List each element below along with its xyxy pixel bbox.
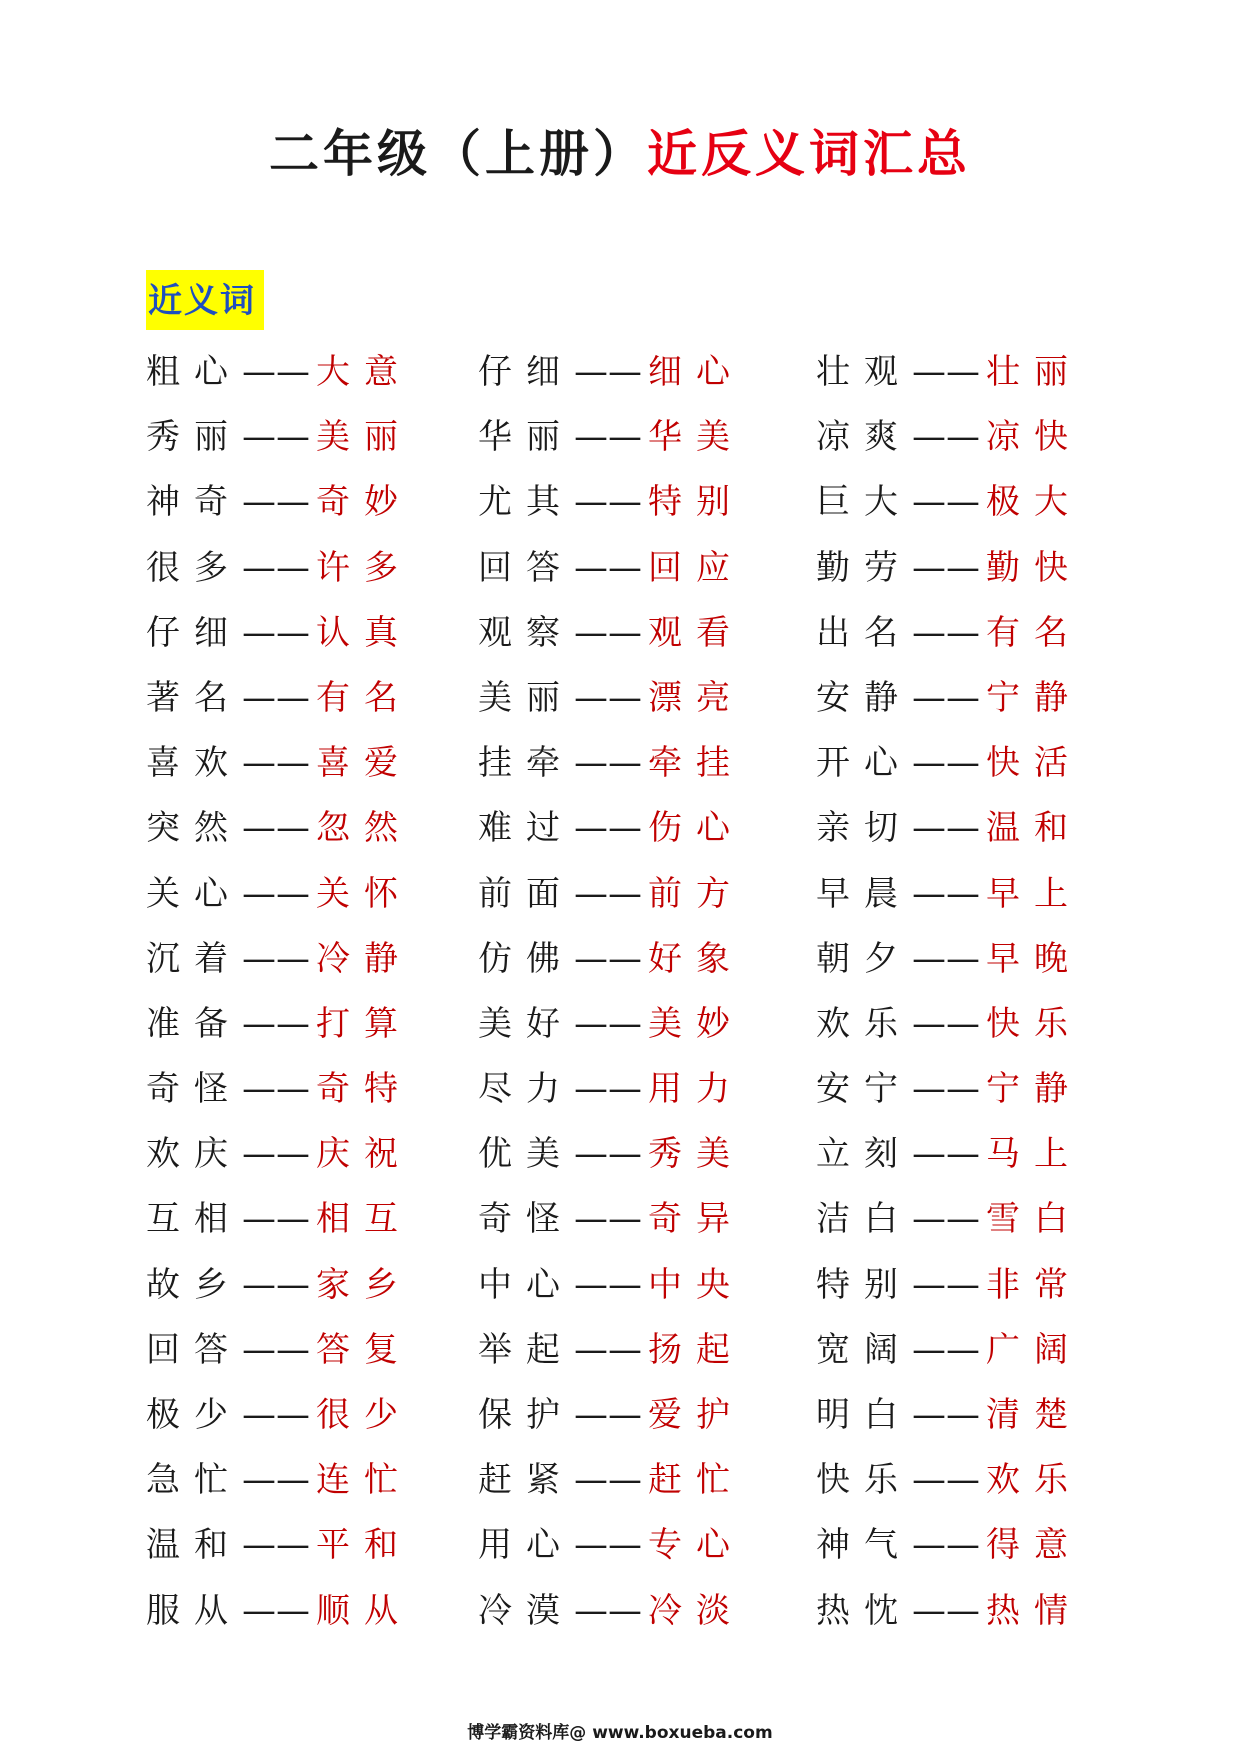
synonym-pair xyxy=(146,1318,412,1383)
word: 欢乐 xyxy=(816,1003,912,1044)
synonym-pair xyxy=(478,1579,744,1644)
synonym-pair xyxy=(478,1383,744,1448)
synonym-row xyxy=(0,1253,1240,1318)
dash-separator: —— xyxy=(574,417,642,458)
dash-separator: —— xyxy=(912,417,980,458)
word: 关心 xyxy=(146,873,242,914)
synonym-word: 很少 xyxy=(316,1395,412,1435)
synonym-word: 专心 xyxy=(648,1525,744,1566)
word: 优美 xyxy=(478,1134,574,1175)
synonym-word: 牵挂 xyxy=(648,743,744,784)
word: 仿佛 xyxy=(478,938,574,979)
dash-separator: —— xyxy=(912,1199,980,1240)
dash-separator: —— xyxy=(574,677,642,718)
synonym-row xyxy=(0,1187,1240,1252)
synonym-word: 答复 xyxy=(316,1329,412,1370)
dash-separator: —— xyxy=(912,1395,980,1435)
synonym-pair xyxy=(146,536,412,601)
synonym-word: 许多 xyxy=(316,547,412,588)
synonym-word: 早上 xyxy=(986,873,1082,914)
word: 热忱 xyxy=(816,1590,912,1631)
synonym-row xyxy=(0,1057,1240,1122)
dash-separator: —— xyxy=(574,1395,642,1435)
dash-separator: —— xyxy=(912,1003,980,1044)
synonym-word: 美丽 xyxy=(316,417,412,458)
synonym-row xyxy=(0,992,1240,1057)
dash-separator: —— xyxy=(912,1264,980,1305)
word: 早晨 xyxy=(816,873,912,914)
synonym-pair xyxy=(478,1187,744,1252)
dash-separator: —— xyxy=(574,1199,642,1240)
synonym-word: 奇特 xyxy=(316,1069,412,1110)
page-title xyxy=(0,122,1240,186)
synonym-word: 认真 xyxy=(316,612,412,653)
word: 奇怪 xyxy=(146,1069,242,1110)
dash-separator: —— xyxy=(912,352,980,392)
dash-separator: —— xyxy=(912,808,980,849)
synonym-pair xyxy=(816,1187,1082,1252)
synonym-word: 冷静 xyxy=(316,938,412,979)
dash-separator: —— xyxy=(242,1525,310,1566)
dash-separator: —— xyxy=(574,482,642,523)
word: 特别 xyxy=(816,1264,912,1305)
dash-separator: —— xyxy=(912,1525,980,1566)
synonym-row xyxy=(0,340,1240,405)
synonym-word: 勤快 xyxy=(986,547,1082,588)
dash-separator: —— xyxy=(912,1134,980,1175)
word: 准备 xyxy=(146,1003,242,1044)
word: 难过 xyxy=(478,808,574,849)
synonym-pair xyxy=(146,992,412,1057)
synonym-pair xyxy=(478,927,744,992)
synonym-pair xyxy=(816,1513,1082,1578)
dash-separator: —— xyxy=(574,1329,642,1370)
word: 粗心 xyxy=(146,352,242,392)
synonym-pair xyxy=(146,796,412,861)
dash-separator: —— xyxy=(912,547,980,588)
word: 中心 xyxy=(478,1264,574,1305)
word: 宽阔 xyxy=(816,1329,912,1370)
synonym-pair xyxy=(816,1057,1082,1122)
synonym-word: 特别 xyxy=(648,482,744,523)
dash-separator: —— xyxy=(912,873,980,914)
synonym-row xyxy=(0,1383,1240,1448)
synonym-row xyxy=(0,470,1240,535)
synonym-pair xyxy=(816,862,1082,927)
synonym-pair xyxy=(478,601,744,666)
section-label-synonyms: 近义词 xyxy=(146,270,264,330)
word: 冷漠 xyxy=(478,1590,574,1631)
word: 挂牵 xyxy=(478,743,574,784)
synonym-word: 伤心 xyxy=(648,808,744,849)
synonym-pair xyxy=(146,601,412,666)
word: 极少 xyxy=(146,1395,242,1435)
synonym-pair xyxy=(478,1122,744,1187)
synonym-pair xyxy=(478,1253,744,1318)
word: 朝夕 xyxy=(816,938,912,979)
word: 前面 xyxy=(478,873,574,914)
word: 勤劳 xyxy=(816,547,912,588)
synonym-word: 非常 xyxy=(986,1264,1082,1305)
synonym-word: 回应 xyxy=(648,547,744,588)
word: 故乡 xyxy=(146,1264,242,1305)
synonym-word: 漂亮 xyxy=(648,677,744,718)
dash-separator: —— xyxy=(574,1525,642,1566)
synonym-pair xyxy=(816,731,1082,796)
synonym-word: 前方 xyxy=(648,873,744,914)
synonym-pair xyxy=(478,731,744,796)
dash-separator: —— xyxy=(242,938,310,979)
dash-separator: —— xyxy=(242,1264,310,1305)
synonym-word: 华美 xyxy=(648,417,744,458)
dash-separator: —— xyxy=(912,1460,980,1501)
synonym-word: 壮丽 xyxy=(986,352,1082,392)
page-title-grade: 二年级（上册） xyxy=(269,125,647,183)
word: 洁白 xyxy=(816,1199,912,1240)
word: 快乐 xyxy=(816,1460,912,1501)
synonym-grid xyxy=(0,340,1240,1644)
synonym-word: 相互 xyxy=(316,1199,412,1240)
word: 尽力 xyxy=(478,1069,574,1110)
dash-separator: —— xyxy=(242,1590,310,1631)
synonym-row xyxy=(0,1579,1240,1644)
dash-separator: —— xyxy=(912,1329,980,1370)
synonym-pair xyxy=(146,1513,412,1578)
synonym-pair xyxy=(478,340,744,405)
dash-separator: —— xyxy=(242,1003,310,1044)
word: 观察 xyxy=(478,612,574,653)
synonym-pair xyxy=(816,666,1082,731)
synonym-word: 有名 xyxy=(316,677,412,718)
synonym-pair xyxy=(816,796,1082,861)
word: 美好 xyxy=(478,1003,574,1044)
synonym-word: 奇异 xyxy=(648,1199,744,1240)
dash-separator: —— xyxy=(574,1460,642,1501)
synonym-row xyxy=(0,1318,1240,1383)
synonym-row xyxy=(0,536,1240,601)
synonym-row xyxy=(0,1448,1240,1513)
synonym-pair xyxy=(146,1448,412,1513)
synonym-pair xyxy=(816,1448,1082,1513)
word: 壮观 xyxy=(816,352,912,392)
synonym-word: 早晚 xyxy=(986,938,1082,979)
synonym-word: 广阔 xyxy=(986,1329,1082,1370)
word: 回答 xyxy=(478,547,574,588)
synonym-pair xyxy=(478,1513,744,1578)
synonym-row xyxy=(0,862,1240,927)
dash-separator: —— xyxy=(242,352,310,392)
synonym-pair xyxy=(146,1383,412,1448)
word: 明白 xyxy=(816,1395,912,1435)
synonym-word: 观看 xyxy=(648,612,744,653)
word: 凉爽 xyxy=(816,417,912,458)
synonym-pair xyxy=(146,405,412,470)
synonym-pair xyxy=(146,927,412,992)
word: 保护 xyxy=(478,1395,574,1435)
word: 回答 xyxy=(146,1329,242,1370)
synonym-row xyxy=(0,796,1240,861)
dash-separator: —— xyxy=(242,547,310,588)
synonym-pair xyxy=(816,1579,1082,1644)
dash-separator: —— xyxy=(242,1395,310,1435)
dash-separator: —— xyxy=(574,1134,642,1175)
dash-separator: —— xyxy=(574,1003,642,1044)
synonym-word: 秀美 xyxy=(648,1134,744,1175)
dash-separator: —— xyxy=(242,1069,310,1110)
dash-separator: —— xyxy=(574,1590,642,1631)
dash-separator: —— xyxy=(242,417,310,458)
synonym-pair xyxy=(146,1253,412,1318)
dash-separator: —— xyxy=(242,743,310,784)
synonym-pair xyxy=(816,1318,1082,1383)
word: 巨大 xyxy=(816,482,912,523)
synonym-word: 赶忙 xyxy=(648,1460,744,1501)
word: 出名 xyxy=(816,612,912,653)
synonym-pair xyxy=(816,340,1082,405)
synonym-word: 雪白 xyxy=(986,1199,1082,1240)
synonym-word: 好象 xyxy=(648,938,744,979)
synonym-pair xyxy=(478,1318,744,1383)
word: 立刻 xyxy=(816,1134,912,1175)
word: 安静 xyxy=(816,677,912,718)
synonym-pair xyxy=(146,862,412,927)
word: 用心 xyxy=(478,1525,574,1566)
synonym-word: 喜爱 xyxy=(316,743,412,784)
footer-watermark: 博学霸资料库@ www.boxueba.com xyxy=(467,1723,773,1743)
synonym-word: 清楚 xyxy=(986,1395,1082,1435)
synonym-row xyxy=(0,731,1240,796)
synonym-word: 欢乐 xyxy=(986,1460,1082,1501)
dash-separator: —— xyxy=(242,1329,310,1370)
synonym-word: 宁静 xyxy=(986,677,1082,718)
word: 急忙 xyxy=(146,1460,242,1501)
word: 举起 xyxy=(478,1329,574,1370)
synonym-row xyxy=(0,666,1240,731)
dash-separator: —— xyxy=(574,873,642,914)
synonym-word: 温和 xyxy=(986,808,1082,849)
synonym-pair xyxy=(816,470,1082,535)
synonym-word: 凉快 xyxy=(986,417,1082,458)
synonym-pair xyxy=(816,405,1082,470)
synonym-pair xyxy=(478,1057,744,1122)
page-title-topic: 近反义词汇总 xyxy=(647,125,971,183)
synonym-row xyxy=(0,1513,1240,1578)
synonym-pair xyxy=(146,1057,412,1122)
dash-separator: —— xyxy=(912,1590,980,1631)
synonym-pair xyxy=(146,1187,412,1252)
synonym-word: 冷淡 xyxy=(648,1590,744,1631)
synonym-pair xyxy=(816,1122,1082,1187)
word: 神奇 xyxy=(146,482,242,523)
dash-separator: —— xyxy=(912,938,980,979)
synonym-word: 庆祝 xyxy=(316,1134,412,1175)
word: 欢庆 xyxy=(146,1134,242,1175)
dash-separator: —— xyxy=(242,677,310,718)
synonym-word: 美妙 xyxy=(648,1003,744,1044)
synonym-word: 用力 xyxy=(648,1069,744,1110)
synonym-pair xyxy=(478,1448,744,1513)
dash-separator: —— xyxy=(242,873,310,914)
synonym-word: 忽然 xyxy=(316,808,412,849)
dash-separator: —— xyxy=(242,1460,310,1501)
dash-separator: —— xyxy=(574,1069,642,1110)
synonym-word: 细心 xyxy=(648,352,744,392)
dash-separator: —— xyxy=(574,547,642,588)
synonym-word: 热情 xyxy=(986,1590,1082,1631)
synonym-word: 快活 xyxy=(986,743,1082,784)
synonym-word: 快乐 xyxy=(986,1003,1082,1044)
synonym-word: 宁静 xyxy=(986,1069,1082,1110)
synonym-word: 中央 xyxy=(648,1264,744,1305)
synonym-pair xyxy=(816,1383,1082,1448)
synonym-word: 爱护 xyxy=(648,1395,744,1435)
synonym-word: 马上 xyxy=(986,1134,1082,1175)
synonym-pair xyxy=(146,731,412,796)
dash-separator: —— xyxy=(912,1069,980,1110)
dash-separator: —— xyxy=(242,1199,310,1240)
synonym-pair xyxy=(816,536,1082,601)
word: 秀丽 xyxy=(146,417,242,458)
dash-separator: —— xyxy=(574,352,642,392)
word: 开心 xyxy=(816,743,912,784)
synonym-pair xyxy=(146,470,412,535)
synonym-word: 大意 xyxy=(316,352,412,392)
synonym-row xyxy=(0,1122,1240,1187)
dash-separator: —— xyxy=(574,938,642,979)
word: 服从 xyxy=(146,1590,242,1631)
synonym-word: 极大 xyxy=(986,482,1082,523)
word: 仔细 xyxy=(146,612,242,653)
synonym-pair xyxy=(478,405,744,470)
dash-separator: —— xyxy=(242,482,310,523)
dash-separator: —— xyxy=(242,612,310,653)
synonym-word: 关怀 xyxy=(316,873,412,914)
synonym-pair xyxy=(816,992,1082,1057)
synonym-word: 有名 xyxy=(986,612,1082,653)
synonym-word: 得意 xyxy=(986,1525,1082,1566)
word: 赶紧 xyxy=(478,1460,574,1501)
word: 美丽 xyxy=(478,677,574,718)
word: 很多 xyxy=(146,547,242,588)
dash-separator: —— xyxy=(574,808,642,849)
dash-separator: —— xyxy=(574,1264,642,1305)
synonym-pair xyxy=(478,796,744,861)
word: 亲切 xyxy=(816,808,912,849)
synonym-pair xyxy=(146,340,412,405)
synonym-row xyxy=(0,601,1240,666)
synonym-row xyxy=(0,405,1240,470)
word: 喜欢 xyxy=(146,743,242,784)
dash-separator: —— xyxy=(242,808,310,849)
synonym-word: 奇妙 xyxy=(316,482,412,523)
dash-separator: —— xyxy=(574,612,642,653)
word: 安宁 xyxy=(816,1069,912,1110)
synonym-word: 家乡 xyxy=(316,1264,412,1305)
dash-separator: —— xyxy=(912,743,980,784)
word: 神气 xyxy=(816,1525,912,1566)
word: 沉着 xyxy=(146,938,242,979)
synonym-word: 顺从 xyxy=(316,1590,412,1631)
synonym-pair xyxy=(478,666,744,731)
synonym-word: 平和 xyxy=(316,1525,412,1566)
dash-separator: —— xyxy=(912,482,980,523)
word: 奇怪 xyxy=(478,1199,574,1240)
word: 华丽 xyxy=(478,417,574,458)
word: 温和 xyxy=(146,1525,242,1566)
word: 突然 xyxy=(146,808,242,849)
synonym-pair xyxy=(478,470,744,535)
synonym-pair xyxy=(146,1579,412,1644)
dash-separator: —— xyxy=(912,612,980,653)
dash-separator: —— xyxy=(242,1134,310,1175)
dash-separator: —— xyxy=(574,743,642,784)
dash-separator: —— xyxy=(912,677,980,718)
word: 互相 xyxy=(146,1199,242,1240)
synonym-pair xyxy=(816,927,1082,992)
synonym-word: 扬起 xyxy=(648,1329,744,1370)
synonym-pair xyxy=(146,666,412,731)
synonym-pair xyxy=(816,601,1082,666)
synonym-pair xyxy=(146,1122,412,1187)
synonym-pair xyxy=(478,862,744,927)
word: 尤其 xyxy=(478,482,574,523)
synonym-row xyxy=(0,927,1240,992)
synonym-pair xyxy=(816,1253,1082,1318)
synonym-word: 连忙 xyxy=(316,1460,412,1501)
synonym-pair xyxy=(478,992,744,1057)
word: 仔细 xyxy=(478,352,574,392)
word: 著名 xyxy=(146,677,242,718)
synonym-pair xyxy=(478,536,744,601)
synonym-word: 打算 xyxy=(316,1003,412,1044)
